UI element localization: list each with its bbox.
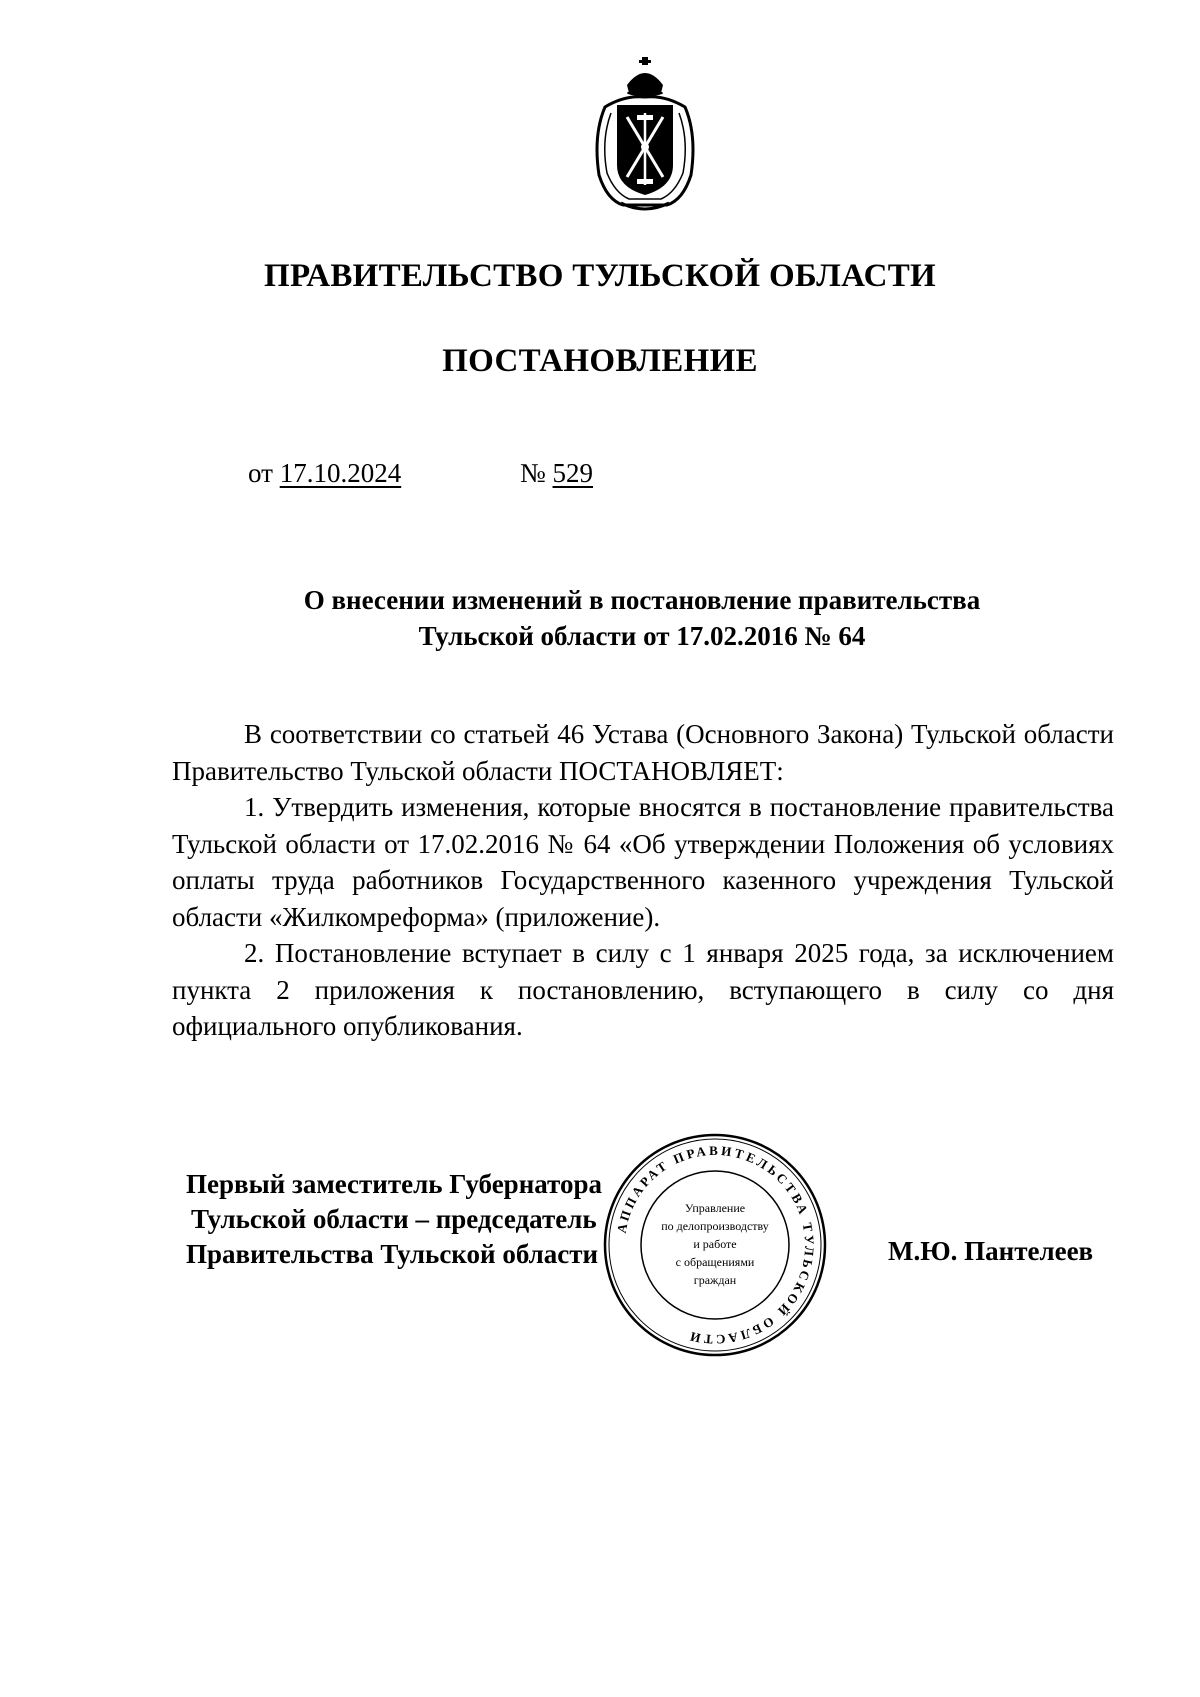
document-body	[172, 716, 1114, 1045]
signer-name: М.Ю. Пантелеев	[888, 1236, 1094, 1266]
coat-of-arms-icon	[585, 55, 705, 215]
signer-position-line: Тульской области – председатель	[191, 1204, 597, 1234]
document-type-title: ПОСТАНОВЛЕНИЕ	[442, 343, 758, 379]
document-date	[248, 458, 401, 489]
stamp-center-line: граждан	[693, 1273, 737, 1287]
date-value: 17.10.2024	[279, 458, 402, 488]
official-stamp-icon	[600, 1130, 830, 1360]
subject-line: Тульской области от 17.02.2016 № 64	[418, 621, 866, 651]
number-prefix: №	[520, 458, 546, 488]
document-subject	[170, 582, 1114, 654]
stamp-center-line: Управление	[684, 1201, 746, 1215]
signer-position	[186, 1167, 602, 1272]
signer-position-line: Первый заместитель Губернатора	[186, 1169, 602, 1199]
subject-line: О внесении изменений в постановление правительства	[303, 585, 981, 615]
body-paragraph: 1. Утвердить изменения, которые вносятся в постановление правительства Тульской области от 17.02.2016 № 64 «Об утверждении Положения об условиях оплаты труда работников Государственного казенного учреждения Тульской области «Жилкомреформа» (приложение).	[172, 792, 1114, 932]
body-paragraph: В соответствии со статьей 46 Устава (Основного Закона) Тульской области Правительство Тульской области ПОСТАНОВЛЯЕТ:	[172, 719, 1114, 786]
body-paragraph: 2. Постановление вступает в силу с 1 января 2025 года, за исключением пункта 2 приложения к постановлению, вступающего в силу со дня официального опубликования.	[172, 938, 1114, 1041]
stamp-ring-text: АППАРАТ ПРАВИТЕЛЬСТВА ТУЛЬСКОЙ ОБЛАСТИ	[613, 1142, 818, 1348]
stamp-center-line: с обращениями	[675, 1255, 755, 1269]
stamp-center-line: по делопроизводству	[661, 1219, 769, 1233]
signer-position-line: Правительства Тульской области	[186, 1239, 599, 1269]
document-number	[520, 458, 593, 489]
number-value: 529	[552, 458, 594, 488]
date-prefix: от	[248, 458, 273, 488]
stamp-center-line: и работе	[693, 1237, 737, 1251]
organization-title: ПРАВИТЕЛЬСТВО ТУЛЬСКОЙ ОБЛАСТИ	[264, 258, 936, 294]
